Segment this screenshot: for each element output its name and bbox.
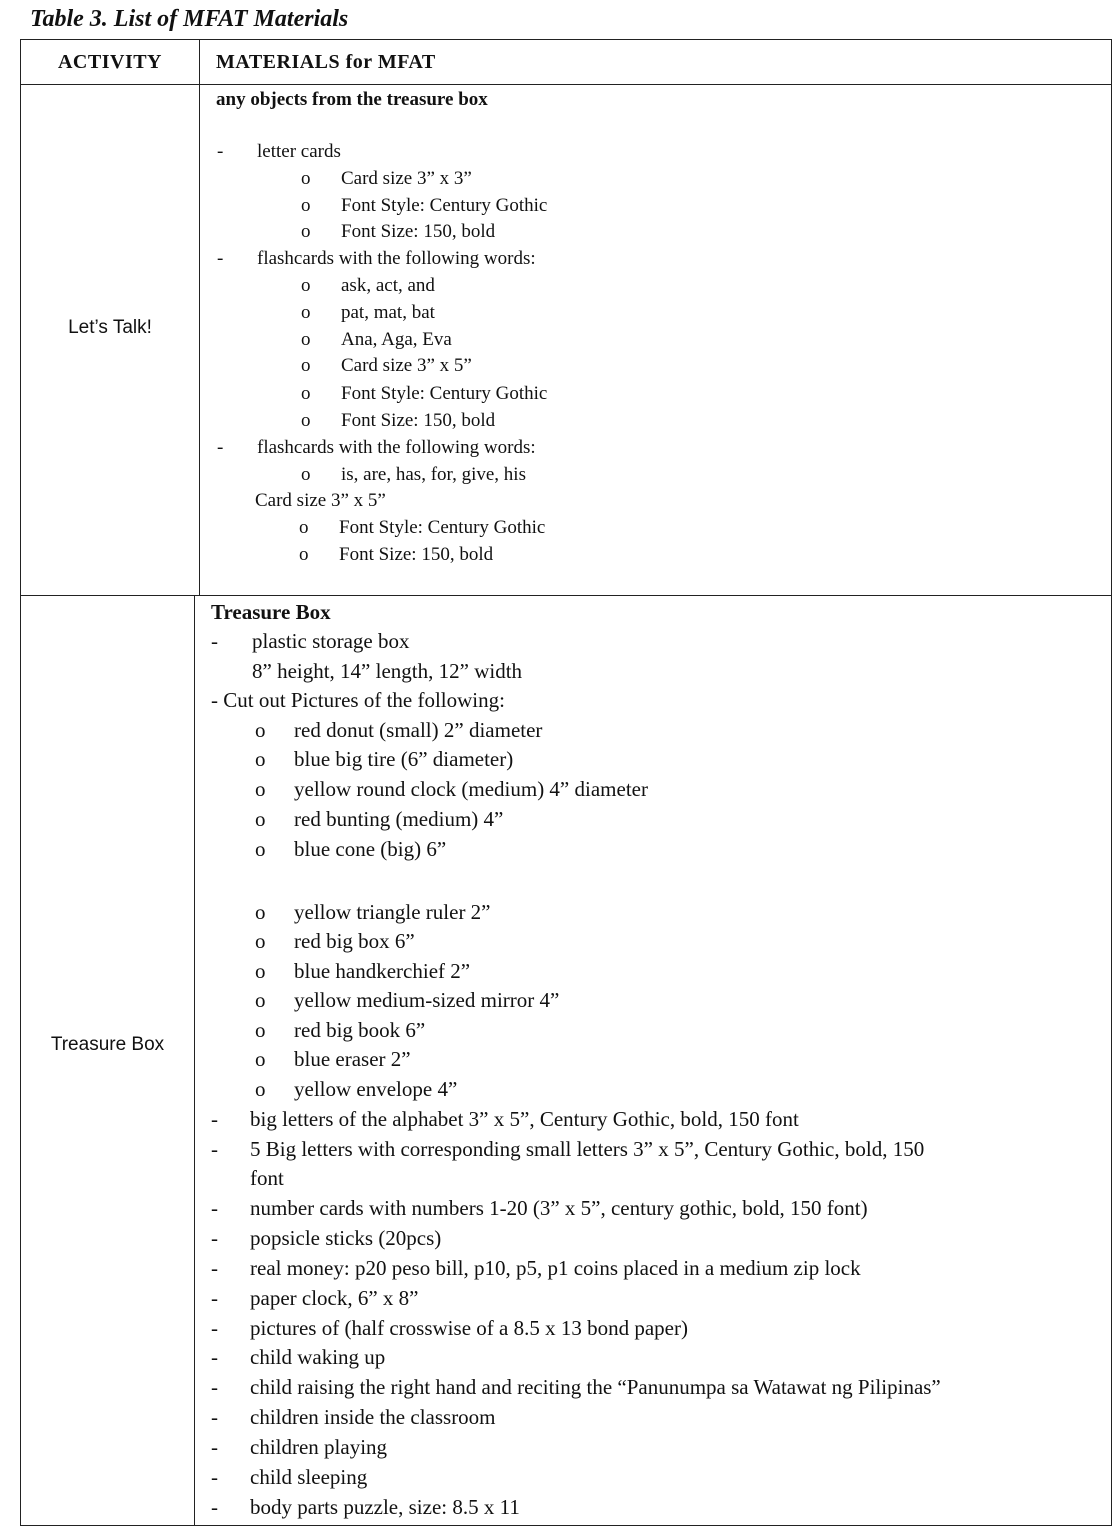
list-item: yellow medium-sized mirror 4”: [294, 988, 560, 1012]
list-item: - Cut out Pictures of the following:: [211, 688, 505, 712]
dash-marker: -: [217, 141, 224, 162]
list-item: child raising the right hand and reciting the “Panunumpa sa Watawat ng Pilipinas”: [250, 1375, 941, 1399]
bullet-marker: o: [301, 329, 311, 350]
list-item: real money: p20 peso bill, p10, p5, p1 coins placed in a medium zip lock: [250, 1256, 861, 1280]
table-header-row: [20, 39, 1112, 85]
list-item: Font Style: Century Gothic: [341, 195, 548, 216]
list-item: flashcards with the following words:: [257, 248, 536, 269]
bullet-marker: o: [255, 929, 266, 953]
bullet-marker: o: [301, 302, 311, 323]
bullet-marker: o: [299, 517, 309, 538]
bullet-marker: o: [255, 837, 266, 861]
list-item: Font Size: 150, bold: [341, 410, 496, 431]
list-item: Font Style: Century Gothic: [341, 383, 548, 404]
dash-marker: -: [211, 1107, 218, 1131]
bullet-marker: o: [301, 355, 311, 376]
list-item: flashcards with the following words:: [257, 437, 536, 458]
dash-marker: -: [211, 1435, 218, 1459]
list-item: Card size 3” x 3”: [341, 168, 472, 189]
bullet-marker: o: [301, 410, 311, 431]
dash-marker: -: [211, 1226, 218, 1250]
list-item: Font Style: Century Gothic: [339, 517, 546, 538]
dash-marker: -: [211, 1345, 218, 1369]
activity-label: Treasure Box: [50, 1034, 165, 1055]
list-item: pictures of (half crosswise of a 8.5 x 13 bond paper): [250, 1316, 688, 1340]
list-item: red bunting (medium) 4”: [294, 807, 504, 831]
list-item: plastic storage box: [252, 629, 410, 653]
list-item: Font Size: 150, bold: [341, 221, 496, 242]
table-row-treasure-box: [20, 595, 1112, 1526]
bullet-marker: o: [301, 168, 311, 189]
bullet-marker: o: [255, 1077, 266, 1101]
list-item: paper clock, 6” x 8”: [250, 1286, 419, 1310]
dash-marker: -: [211, 1316, 218, 1340]
list-item: Font Size: 150, bold: [339, 544, 494, 565]
list-item-continuation: font: [250, 1166, 284, 1190]
list-item: popsicle sticks (20pcs): [250, 1226, 442, 1250]
bullet-marker: o: [255, 718, 266, 742]
materials-title: any objects from the treasure box: [216, 89, 488, 110]
dash-marker: -: [217, 437, 224, 458]
materials-cell: [199, 85, 1111, 595]
dash-marker: -: [211, 1495, 218, 1519]
bullet-marker: o: [255, 988, 266, 1012]
bullet-marker: o: [301, 464, 311, 485]
list-item: big letters of the alphabet 3” x 5”, Century Gothic, bold, 150 font: [250, 1107, 799, 1131]
activity-cell: [21, 596, 195, 1525]
list-item: yellow envelope 4”: [294, 1077, 458, 1101]
dash-marker: -: [211, 1375, 218, 1399]
dash-marker: -: [211, 1286, 218, 1310]
list-item: child waking up: [250, 1345, 386, 1369]
bullet-marker: o: [255, 900, 266, 924]
header-activity: ACTIVITY: [21, 40, 200, 84]
list-item: child sleeping: [250, 1465, 368, 1489]
materials-cell: [194, 596, 1111, 1525]
table-row-lets-talk: [20, 84, 1112, 596]
list-item: body parts puzzle, size: 8.5 x 11: [250, 1495, 520, 1519]
dash-marker: -: [211, 1405, 218, 1429]
bullet-marker: o: [301, 275, 311, 296]
list-item: blue big tire (6” diameter): [294, 747, 514, 771]
materials-title: Treasure Box: [211, 600, 331, 624]
dash-marker: -: [211, 1137, 218, 1161]
list-item: pat, mat, bat: [341, 302, 435, 323]
dash-marker: -: [211, 629, 218, 653]
bullet-marker: o: [255, 959, 266, 983]
bullet-marker: o: [255, 777, 266, 801]
list-item: 5 Big letters with corresponding small letters 3” x 5”, Century Gothic, bold, 150: [250, 1137, 925, 1161]
bullet-marker: o: [301, 195, 311, 216]
list-item: yellow round clock (medium) 4” diameter: [294, 777, 648, 801]
materials-content: [194, 596, 1111, 1525]
bullet-marker: o: [301, 383, 311, 404]
list-item: blue cone (big) 6”: [294, 837, 447, 861]
list-item: letter cards: [257, 141, 341, 162]
activity-cell: [21, 85, 200, 595]
list-item: is, are, has, for, give, his: [341, 464, 526, 485]
table-caption: Table 3. List of MFAT Materials: [30, 6, 349, 32]
list-item: ask, act, and: [341, 275, 435, 296]
bullet-marker: o: [255, 807, 266, 831]
list-item: Card size 3” x 5”: [255, 490, 386, 511]
list-item: red big book 6”: [294, 1018, 426, 1042]
list-item: red donut (small) 2” diameter: [294, 718, 543, 742]
list-item: Card size 3” x 5”: [341, 355, 472, 376]
list-item: children inside the classroom: [250, 1405, 496, 1429]
header-materials: MATERIALS for MFAT: [216, 50, 436, 73]
list-item: Ana, Aga, Eva: [341, 329, 452, 350]
dash-marker: -: [211, 1256, 218, 1280]
list-item: yellow triangle ruler 2”: [294, 900, 491, 924]
list-item: red big box 6”: [294, 929, 415, 953]
bullet-marker: o: [299, 544, 309, 565]
dash-marker: -: [217, 248, 224, 269]
list-item: blue eraser 2”: [294, 1047, 411, 1071]
list-item: blue handkerchief 2”: [294, 959, 471, 983]
bullet-marker: o: [301, 221, 311, 242]
bullet-marker: o: [255, 1018, 266, 1042]
dash-marker: -: [211, 1196, 218, 1220]
activity-label: Let’s Talk!: [68, 317, 152, 338]
list-item: number cards with numbers 1-20 (3” x 5”, century gothic, bold, 150 font): [250, 1196, 868, 1220]
bullet-marker: o: [255, 747, 266, 771]
list-item: children playing: [250, 1435, 388, 1459]
dash-marker: -: [211, 1465, 218, 1489]
bullet-marker: o: [255, 1047, 266, 1071]
list-item: 8” height, 14” length, 12” width: [252, 659, 523, 683]
materials-content: [199, 85, 1111, 595]
